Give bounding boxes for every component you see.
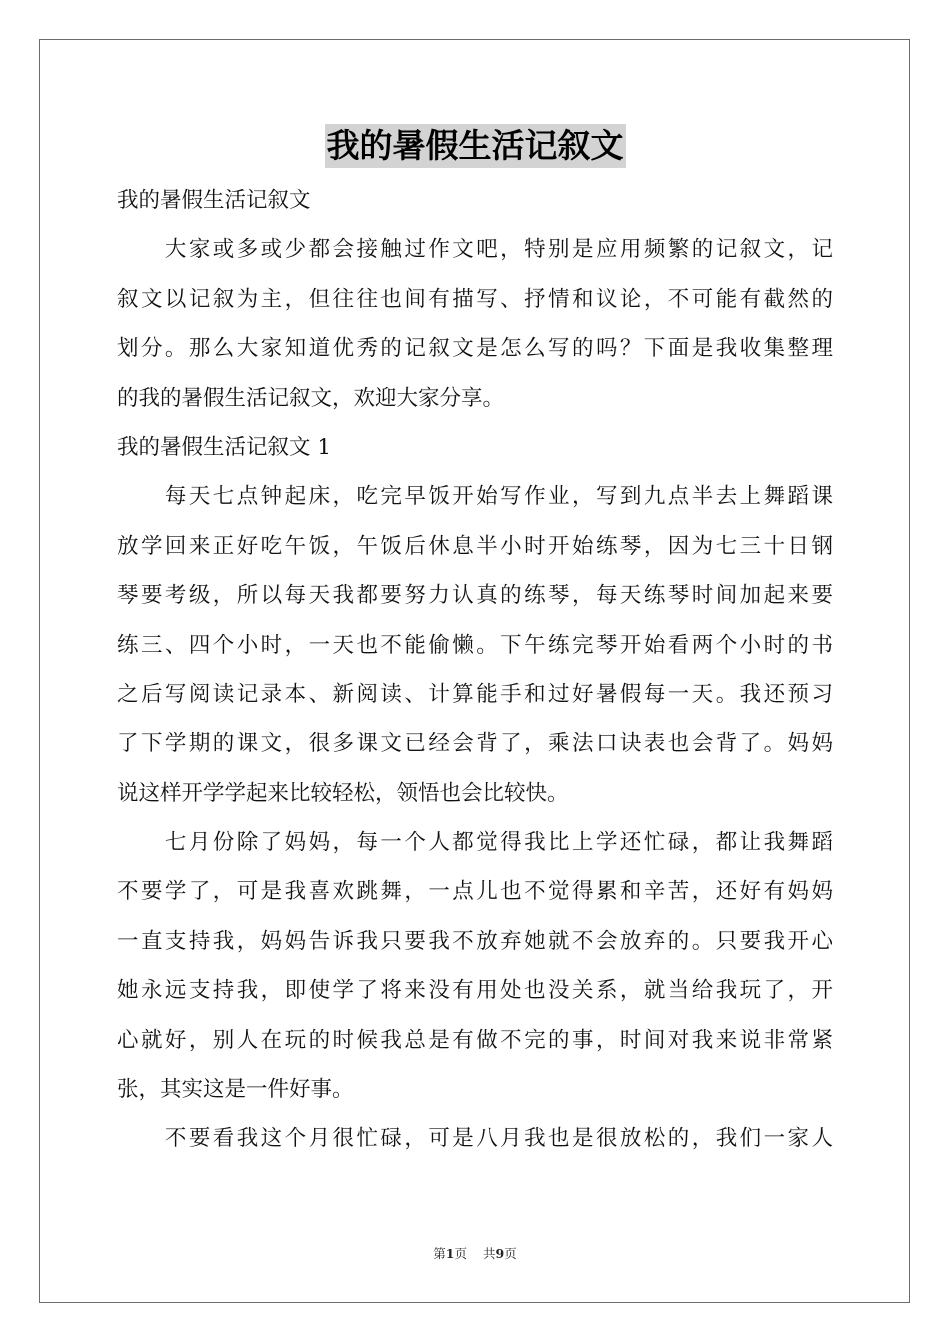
text-line: 不要看我这个月很忙碌，可是八月我也是很放松的，我们一家人	[117, 1126, 833, 1152]
text-line: 每天七点钟起床，吃完早饭开始写作业，写到九点半去上舞蹈课	[117, 484, 833, 510]
total-prefix: 共	[483, 1246, 496, 1261]
text-line: 不要学了，可是我喜欢跳舞，一点儿也不觉得累和辛苦，还好有妈妈	[117, 879, 833, 905]
total-pages: 9	[495, 1246, 505, 1261]
text-line: 练三、四个小时，一天也不能偷懒。下午练完琴开始看两个小时的书	[117, 632, 833, 658]
text-line: 放学回来正好吃午饭，午饭后休息半小时开始练琴，因为七三十日钢	[117, 533, 833, 559]
page-footer	[0, 1244, 950, 1262]
text-line: 我的暑假生活记叙文 1	[117, 434, 332, 460]
text-line: 她永远支持我，即使学了将来没有用处也没关系，就当给我玩了，开	[117, 978, 833, 1004]
document-body	[117, 176, 833, 1164]
text-line: 划分。那么大家知道优秀的记叙文是怎么写的吗？下面是我收集整理	[117, 336, 833, 362]
text-line: 一直支持我，妈妈告诉我只要我不放弃她就不会放弃的。只要我开心	[117, 928, 833, 954]
text-line: 琴要考级，所以每天我都要努力认真的练琴，每天练琴时间加起来要	[117, 583, 833, 609]
text-line: 了下学期的课文，很多课文已经会背了，乘法口诀表也会背了。妈妈	[117, 731, 833, 757]
text-line: 我的暑假生活记叙文	[117, 188, 311, 213]
text-line: 心就好，别人在玩的时候我总是有做不完的事，时间对我来说非常紧	[117, 1027, 833, 1053]
total-suffix: 页	[504, 1246, 517, 1261]
text-line: 七月份除了妈妈，每一个人都觉得我比上学还忙碌，都让我舞蹈	[117, 830, 833, 856]
text-line: 之后写阅读记录本、新阅读、计算能手和过好暑假每一天。我还预习	[117, 681, 833, 707]
document-title: 我的暑假生活记叙文	[325, 124, 626, 168]
page-number: 1	[445, 1246, 455, 1261]
page-suffix: 页	[454, 1246, 467, 1261]
text-line: 张，其实这是一件好事。	[117, 1077, 354, 1103]
text-line: 叙文以记叙为主，但往往也间有描写、抒情和议论，不可能有截然的	[117, 286, 833, 312]
page-prefix: 第	[433, 1246, 446, 1261]
text-line: 说这样开学学起来比较轻松，领悟也会比较快。	[117, 780, 569, 806]
title-container	[0, 124, 950, 168]
text-line: 的我的暑假生活记叙文，欢迎大家分享。	[117, 385, 505, 411]
text-line: 大家或多或少都会接触过作文吧，特别是应用频繁的记叙文，记	[117, 237, 833, 263]
